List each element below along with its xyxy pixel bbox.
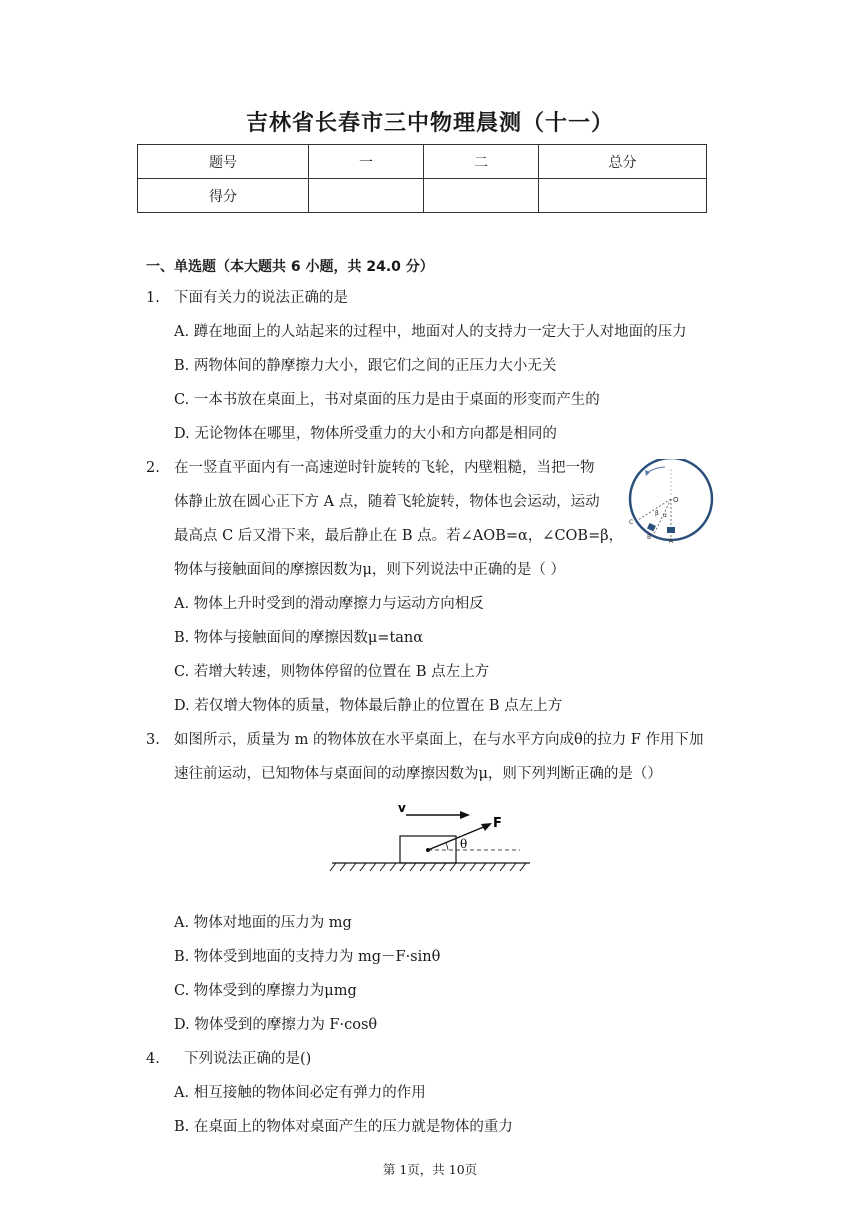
page-footer: 第 1页，共 10页 <box>382 1162 478 1177</box>
question-number: 3. <box>146 732 160 748</box>
option-a[interactable]: A. 物体上升时受到的滑动摩擦力与运动方向相反 <box>174 596 484 612</box>
option-d[interactable]: D. 物体受到的摩擦力为 F·cosθ <box>174 1017 378 1033</box>
option-b[interactable]: B. 两物体间的静摩擦力大小，跟它们之间的正压力大小无关 <box>174 358 557 374</box>
page-title: 吉林省长春市三中物理晨测（十一） <box>245 111 614 136</box>
score-header-cell: 总分 <box>539 145 707 179</box>
option-b[interactable]: B. 物体与接触面间的摩擦因数μ=tanα <box>174 630 424 646</box>
option-c[interactable]: C. 一本书放在桌面上，书对桌面的压力是由于桌面的形变而产生的 <box>174 392 600 408</box>
score-table-row <box>138 179 707 213</box>
score-table-header-row <box>138 145 707 179</box>
option-a[interactable]: A. 蹲在地面上的人站起来的过程中，地面对人的支持力一定大于人对地面的压力 <box>174 324 687 340</box>
option-a[interactable]: A. 物体对地面的压力为 mg <box>174 915 352 931</box>
question-text: 如图所示，质量为 m 的物体放在水平桌面上，在与水平方向成θ的拉力 F 作用下加 <box>174 732 704 748</box>
score-header-cell: 一 <box>309 145 424 179</box>
question-text: 最高点 C 后又滑下来，最后静止在 B 点。若∠AOB=α，∠COB=β， <box>174 528 624 544</box>
score-header-cell: 题号 <box>138 145 309 179</box>
question-text: 物体与接触面间的摩擦因数为μ，则下列说法中正确的是（ ） <box>174 562 566 578</box>
score-cell[interactable] <box>309 179 424 213</box>
option-d[interactable]: D. 若仅增大物体的质量，物体最后静止的位置在 B 点左上方 <box>174 698 563 714</box>
label-beta: β <box>655 510 659 517</box>
option-b[interactable]: B. 在桌面上的物体对桌面产生的压力就是物体的重力 <box>174 1119 513 1135</box>
question-text: 在一竖直平面内有一高速逆时针旋转的飞轮，内壁粗糙，当把一物 <box>174 460 595 476</box>
velocity-arrowhead-icon <box>460 811 470 819</box>
option-c[interactable]: C. 物体受到的摩擦力为μmg <box>174 983 357 999</box>
question-number: 2. <box>146 460 160 476</box>
option-b[interactable]: B. 物体受到地面的支持力为 mg－F·sinθ <box>174 949 441 965</box>
question-text: 速往前运动，已知物体与桌面间的动摩擦因数为μ，则下列判断正确的是（） <box>174 766 662 782</box>
block-force-figure <box>326 800 536 874</box>
flywheel-figure <box>625 459 717 545</box>
label-theta: θ <box>460 837 468 851</box>
score-cell[interactable] <box>539 179 707 213</box>
question-number: 4. <box>146 1051 160 1067</box>
score-cell[interactable] <box>424 179 539 213</box>
block-at-b <box>647 523 656 531</box>
label-a: A <box>669 538 674 545</box>
option-c[interactable]: C. 若增大转速，则物体停留的位置在 B 点左上方 <box>174 664 490 680</box>
angle-arc <box>446 843 448 850</box>
question-number: 1. <box>146 290 160 306</box>
question-text: 体静止放在圆心正下方 A 点，随着飞轮旋转，物体也会运动，运动 <box>174 494 600 510</box>
question-text: 下列说法正确的是() <box>184 1051 312 1067</box>
score-table <box>137 144 707 213</box>
label-alpha: α <box>663 512 667 519</box>
force-arrow-icon <box>428 826 486 850</box>
score-row-label: 得分 <box>138 179 309 213</box>
section-heading: 一、单选题（本大题共 6 小题，共 24.0 分） <box>146 259 434 275</box>
option-d[interactable]: D. 无论物体在哪里，物体所受重力的大小和方向都是相同的 <box>174 426 557 442</box>
ground-hatching <box>330 863 526 871</box>
label-v: v <box>398 801 406 815</box>
label-f: F <box>493 816 502 831</box>
option-a[interactable]: A. 相互接触的物体间必定有弹力的作用 <box>174 1085 426 1101</box>
label-o: O <box>673 496 679 504</box>
block-at-a <box>667 527 675 533</box>
question-text: 下面有关力的说法正确的是 <box>174 290 348 306</box>
rotation-arrowhead-icon <box>645 470 650 476</box>
label-b: B <box>647 534 652 541</box>
label-c: C <box>629 519 634 526</box>
score-header-cell: 二 <box>424 145 539 179</box>
